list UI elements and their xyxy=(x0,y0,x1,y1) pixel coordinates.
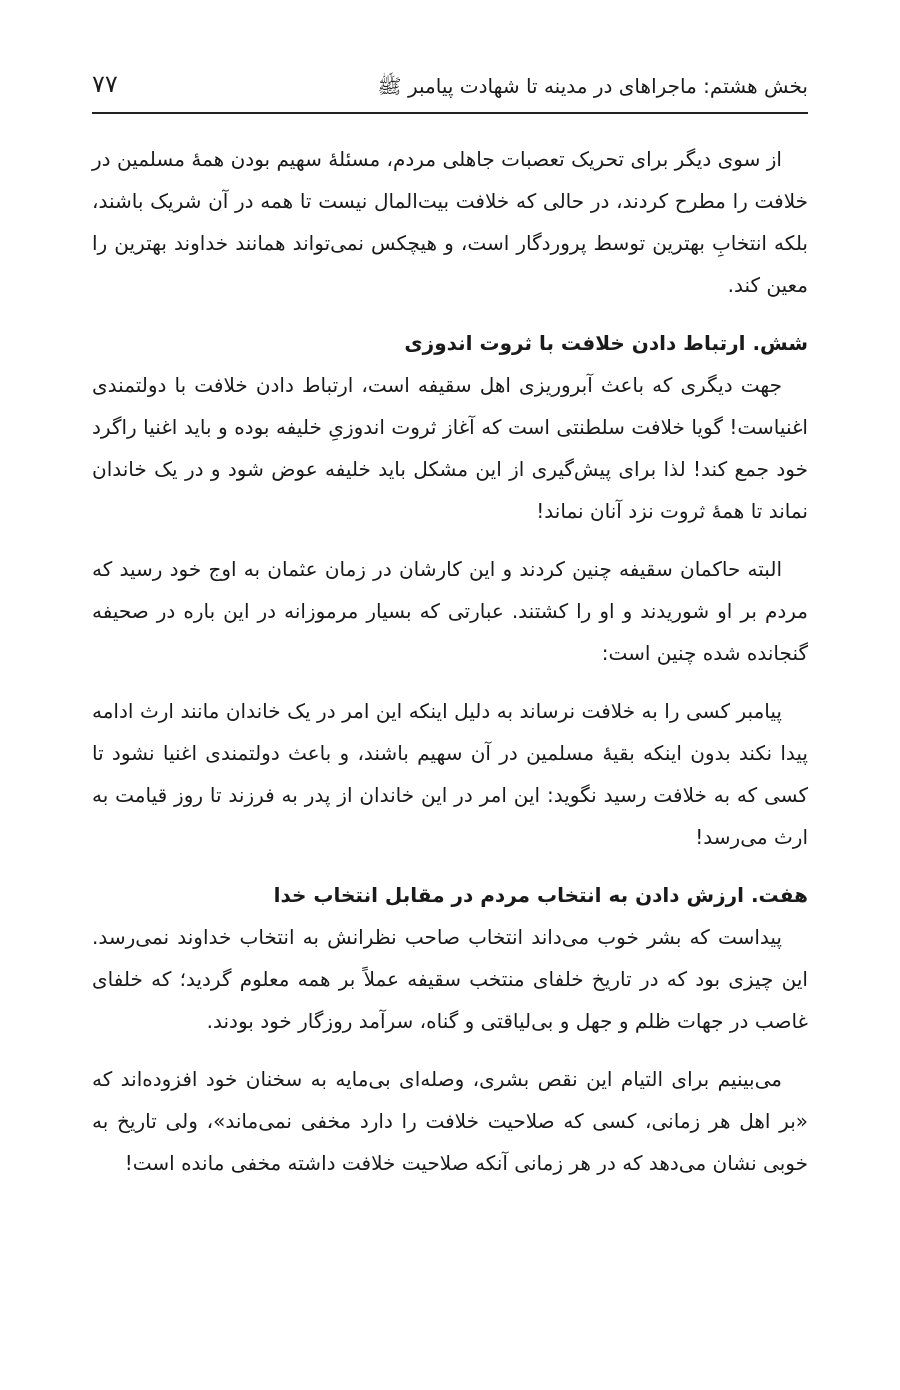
paragraph-3: البته حاکمان سقیفه چنین کردند و این کارشان در زمان عثمان به اوج خود رسید که مردم بر او شوریدند و او را کشتند. عبارتی که بسیار مرموزانه در این باره در صحیفه گنجانده شده چنین است: xyxy=(92,557,808,665)
section-heading-7: هفت. ارزش دادن به انتخاب مردم در مقابل انتخاب خدا xyxy=(273,883,808,907)
section-heading-6: شش. ارتباط دادن خلافت با ثروت اندوزی xyxy=(404,331,808,355)
paragraph-2: جهت دیگری که باعث آبروریزی اهل سقیفه است، ارتباط دادن خلافت با دولتمندی اغنیاست! گویا خلافت سلطنتی است که آغاز ثروت اندوزیِ خلیفه بوده و باید اغنیا راگرد خود جمع کند! لذا برای پیش‌گیری از این مشکل باید خلیفه عوض شود و در یک خاندان نماند تا همهٔ ثروت نزد آنان نماند! xyxy=(92,373,808,523)
running-title: بخش هشتم: ماجراهای در مدینه تا شهادت پیامبر ﷺ xyxy=(377,74,808,98)
paragraph-6: می‌بینیم برای التیام این نقص بشری، وصله‌ای بی‌مایه به سخنان خود افزوده‌اند که «بر اهل هر زمانی، کسی که صلاحیت خلافت را دارد مخفی نمی‌ماند»، ولی تاریخ به خوبی نشان می‌دهد که در هر زمانی آنکه صلاحیت خلافت داشته مخفی مانده است! xyxy=(92,1067,808,1175)
paragraph-1: از سوی دیگر برای تحریک تعصبات جاهلی مردم، مسئلهٔ سهیم بودن همهٔ مسلمین در خلافت را مطرح کردند، در حالی که خلافت بیت‌المال نیست تا همه در آن شریک باشند، بلکه انتخابِ بهترین توسط پروردگار است، و هیچکس نمی‌تواند همانند خداوند بهترین را معین کند. xyxy=(92,147,808,297)
page-number: ۷۷ xyxy=(92,70,118,98)
page-content xyxy=(92,138,808,1184)
page-header xyxy=(92,60,808,114)
paragraph-5: پیداست که بشر خوب می‌داند انتخاب صاحب نظرانش به انتخاب خداوند نمی‌رسد. این چیزی بود که در تاریخ خلفای منتخب سقیفه عملاً بر همه معلوم گردید؛ که خلفای غاصب در جهات ظلم و جهل و بی‌لیاقتی و گناه، سرآمد روزگار خود بودند. xyxy=(92,925,808,1033)
paragraph-4-quote: پیامبر کسی را به خلافت نرساند به دلیل اینکه این امر در یک خاندان مانند ارث ادامه پیدا نکند بدون اینکه بقیهٔ مسلمین در آن سهیم باشند، و باعث دولتمندی اغنیا نشود تا کسی که به خلافت رسید نگوید: این امر در این خاندان از پدر به فرزند تا روز قیامت به ارث می‌رسد! xyxy=(92,699,808,849)
book-page xyxy=(92,60,808,1200)
